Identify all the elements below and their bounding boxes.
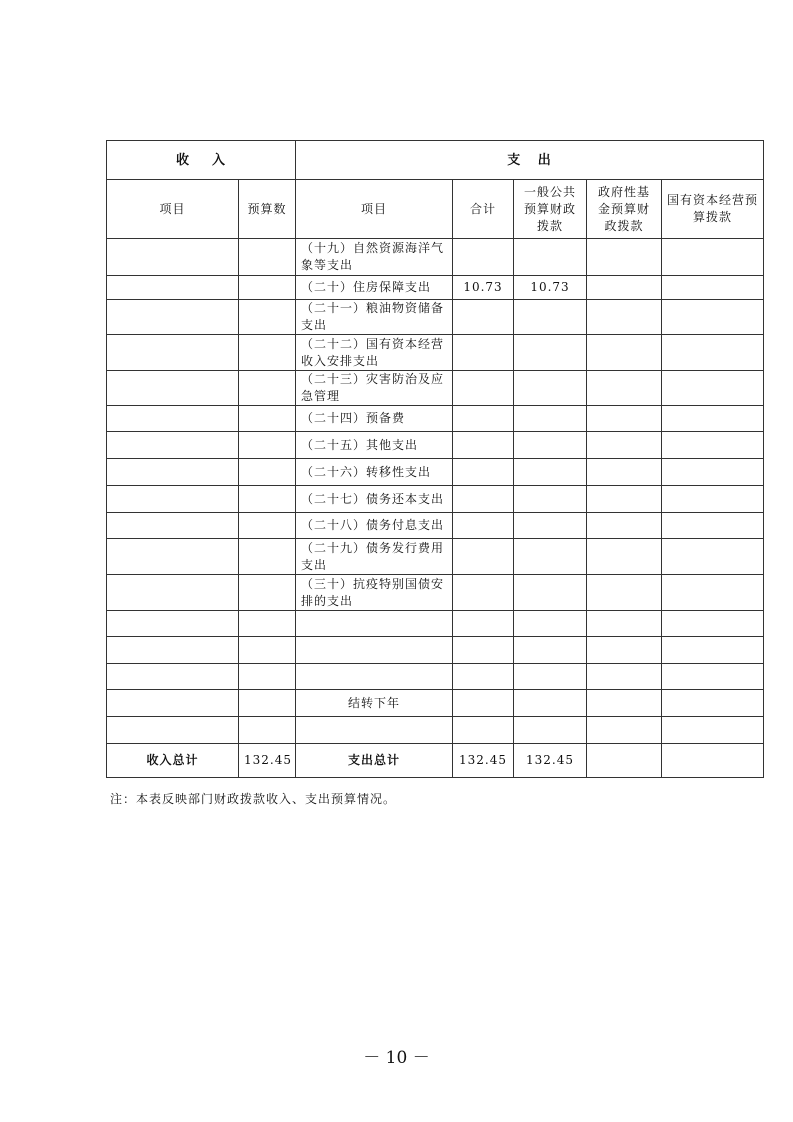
- general-budget-cell: [514, 459, 587, 486]
- income-item-cell: [107, 575, 239, 611]
- income-item-cell: [107, 406, 239, 432]
- income-item-cell: [107, 513, 239, 539]
- income-budget-cell: [239, 611, 296, 637]
- income-budget-cell: [239, 637, 296, 664]
- general-budget-cell: [514, 637, 587, 664]
- table-row: [107, 459, 764, 486]
- exp-item-cell: （二十一）粮油物资储备支出: [296, 300, 453, 335]
- income-budget-cell: [239, 276, 296, 300]
- budget-table: [106, 140, 764, 778]
- general-budget-cell: [514, 239, 587, 276]
- fund-budget-cell: [587, 664, 662, 690]
- income-budget-cell: [239, 486, 296, 513]
- fund-budget-cell: [587, 539, 662, 575]
- capital-budget-cell: [662, 664, 764, 690]
- capital-budget-cell: [662, 690, 764, 717]
- exp-item-cell: （二十）住房保障支出: [296, 276, 453, 300]
- income-item-cell: [107, 539, 239, 575]
- income-budget-cell: [239, 371, 296, 406]
- total-cell: [453, 406, 514, 432]
- income-budget-cell: [239, 432, 296, 459]
- general-budget-cell: [514, 575, 587, 611]
- table-row: [107, 637, 764, 664]
- income-item-cell: [107, 717, 239, 744]
- general-budget-cell: [514, 664, 587, 690]
- general-budget-cell: [514, 611, 587, 637]
- income-budget-cell: [239, 239, 296, 276]
- col-income-item: 项目: [107, 180, 239, 239]
- general-budget-cell: [514, 486, 587, 513]
- income-budget-cell: [239, 513, 296, 539]
- header-row: [107, 141, 764, 180]
- exp-item-cell: [296, 717, 453, 744]
- exp-item-cell: [296, 664, 453, 690]
- total-cell: [453, 300, 514, 335]
- exp-item-cell: （二十六）转移性支出: [296, 459, 453, 486]
- page-number: － 10 －: [363, 1048, 430, 1068]
- general-budget-cell: [514, 690, 587, 717]
- income-item-cell: [107, 239, 239, 276]
- income-budget-cell: [239, 335, 296, 371]
- general-budget-cell: [514, 717, 587, 744]
- income-budget-cell: [239, 575, 296, 611]
- general-budget-cell: [514, 513, 587, 539]
- income-item-cell: [107, 371, 239, 406]
- capital-budget-cell: [662, 276, 764, 300]
- expenditure-header: 支 出: [296, 141, 764, 180]
- income-item-cell: [107, 300, 239, 335]
- general-budget-cell: [514, 300, 587, 335]
- income-budget-cell: [239, 717, 296, 744]
- exp-item-cell: （二十七）债务还本支出: [296, 486, 453, 513]
- total-cell: [453, 459, 514, 486]
- fund-budget-cell: [587, 575, 662, 611]
- exp-item-cell: （二十九）债务发行费用支出: [296, 539, 453, 575]
- capital-budget-cell: [662, 637, 764, 664]
- table-row: [107, 664, 764, 690]
- income-header: 收 入: [107, 141, 296, 180]
- exp-item-cell: （二十三）灾害防治及应急管理: [296, 371, 453, 406]
- capital-budget-cell: [662, 406, 764, 432]
- capital-budget-cell: [662, 539, 764, 575]
- capital-budget-cell: [662, 717, 764, 744]
- fund-budget-cell: [587, 459, 662, 486]
- total-cell: [453, 611, 514, 637]
- total-cell: [453, 575, 514, 611]
- total-cell: [453, 239, 514, 276]
- total-cell: [453, 690, 514, 717]
- totals-row: [107, 744, 764, 778]
- total-cell: [453, 513, 514, 539]
- income-budget-cell: [239, 690, 296, 717]
- fund-total-value: [587, 744, 662, 778]
- general-total-value: 132.45: [514, 744, 587, 778]
- col-capital-budget: 国有资本经营预算拨款: [662, 180, 764, 239]
- fund-budget-cell: [587, 637, 662, 664]
- exp-item-cell: （二十八）债务付息支出: [296, 513, 453, 539]
- exp-item-cell: [296, 637, 453, 664]
- total-cell: 10.73: [453, 276, 514, 300]
- capital-budget-cell: [662, 611, 764, 637]
- total-cell: [453, 371, 514, 406]
- exp-item-cell: （三十）抗疫特别国债安排的支出: [296, 575, 453, 611]
- income-total-label: 收入总计: [107, 744, 239, 778]
- capital-budget-cell: [662, 335, 764, 371]
- table-row: [107, 239, 764, 276]
- exp-total-value: 132.45: [453, 744, 514, 778]
- income-item-cell: [107, 335, 239, 371]
- col-total: 合计: [453, 180, 514, 239]
- income-budget-cell: [239, 664, 296, 690]
- income-budget-cell: [239, 459, 296, 486]
- income-item-cell: [107, 459, 239, 486]
- general-budget-cell: [514, 406, 587, 432]
- income-item-cell: [107, 690, 239, 717]
- fund-budget-cell: [587, 690, 662, 717]
- total-cell: [453, 539, 514, 575]
- income-item-cell: [107, 637, 239, 664]
- table-row: [107, 513, 764, 539]
- col-general-budget: 一般公共预算财政拨款: [514, 180, 587, 239]
- exp-total-label: 支出总计: [296, 744, 453, 778]
- capital-budget-cell: [662, 300, 764, 335]
- table-row: [107, 690, 764, 717]
- fund-budget-cell: [587, 513, 662, 539]
- income-total-value: 132.45: [239, 744, 296, 778]
- capital-budget-cell: [662, 432, 764, 459]
- income-item-cell: [107, 664, 239, 690]
- capital-budget-cell: [662, 239, 764, 276]
- col-exp-item: 项目: [296, 180, 453, 239]
- column-header-row: [107, 180, 764, 239]
- income-budget-cell: [239, 406, 296, 432]
- fund-budget-cell: [587, 276, 662, 300]
- capital-budget-cell: [662, 459, 764, 486]
- fund-budget-cell: [587, 432, 662, 459]
- col-fund-budget: 政府性基金预算财政拨款: [587, 180, 662, 239]
- capital-budget-cell: [662, 486, 764, 513]
- table-row: [107, 371, 764, 406]
- table-row: [107, 486, 764, 513]
- income-budget-cell: [239, 300, 296, 335]
- fund-budget-cell: [587, 335, 662, 371]
- capital-budget-cell: [662, 371, 764, 406]
- fund-budget-cell: [587, 486, 662, 513]
- total-cell: [453, 664, 514, 690]
- table-row: [107, 717, 764, 744]
- fund-budget-cell: [587, 406, 662, 432]
- table-row: [107, 539, 764, 575]
- exp-item-cell: [296, 611, 453, 637]
- table-row: [107, 575, 764, 611]
- general-budget-cell: [514, 335, 587, 371]
- general-budget-cell: [514, 432, 587, 459]
- exp-item-cell: （二十二）国有资本经营收入安排支出: [296, 335, 453, 371]
- income-budget-cell: [239, 539, 296, 575]
- income-item-cell: [107, 276, 239, 300]
- fund-budget-cell: [587, 611, 662, 637]
- capital-budget-cell: [662, 575, 764, 611]
- capital-total-value: [662, 744, 764, 778]
- total-cell: [453, 717, 514, 744]
- table-row: [107, 406, 764, 432]
- total-cell: [453, 335, 514, 371]
- total-cell: [453, 637, 514, 664]
- fund-budget-cell: [587, 239, 662, 276]
- income-item-cell: [107, 486, 239, 513]
- fund-budget-cell: [587, 717, 662, 744]
- fund-budget-cell: [587, 300, 662, 335]
- table-row: [107, 432, 764, 459]
- capital-budget-cell: [662, 513, 764, 539]
- general-budget-cell: [514, 371, 587, 406]
- exp-item-cell: （二十四）预备费: [296, 406, 453, 432]
- table-row: [107, 300, 764, 335]
- total-cell: [453, 486, 514, 513]
- table-row: [107, 611, 764, 637]
- income-item-cell: [107, 432, 239, 459]
- income-item-cell: [107, 611, 239, 637]
- exp-item-cell: 结转下年: [296, 690, 453, 717]
- general-budget-cell: 10.73: [514, 276, 587, 300]
- footnote: 注：本表反映部门财政拨款收入、支出预算情况。: [110, 792, 397, 806]
- general-budget-cell: [514, 539, 587, 575]
- total-cell: [453, 432, 514, 459]
- col-income-budget: 预算数: [239, 180, 296, 239]
- table-row: [107, 276, 764, 300]
- exp-item-cell: （十九）自然资源海洋气象等支出: [296, 239, 453, 276]
- exp-item-cell: （二十五）其他支出: [296, 432, 453, 459]
- table-row: [107, 335, 764, 371]
- fund-budget-cell: [587, 371, 662, 406]
